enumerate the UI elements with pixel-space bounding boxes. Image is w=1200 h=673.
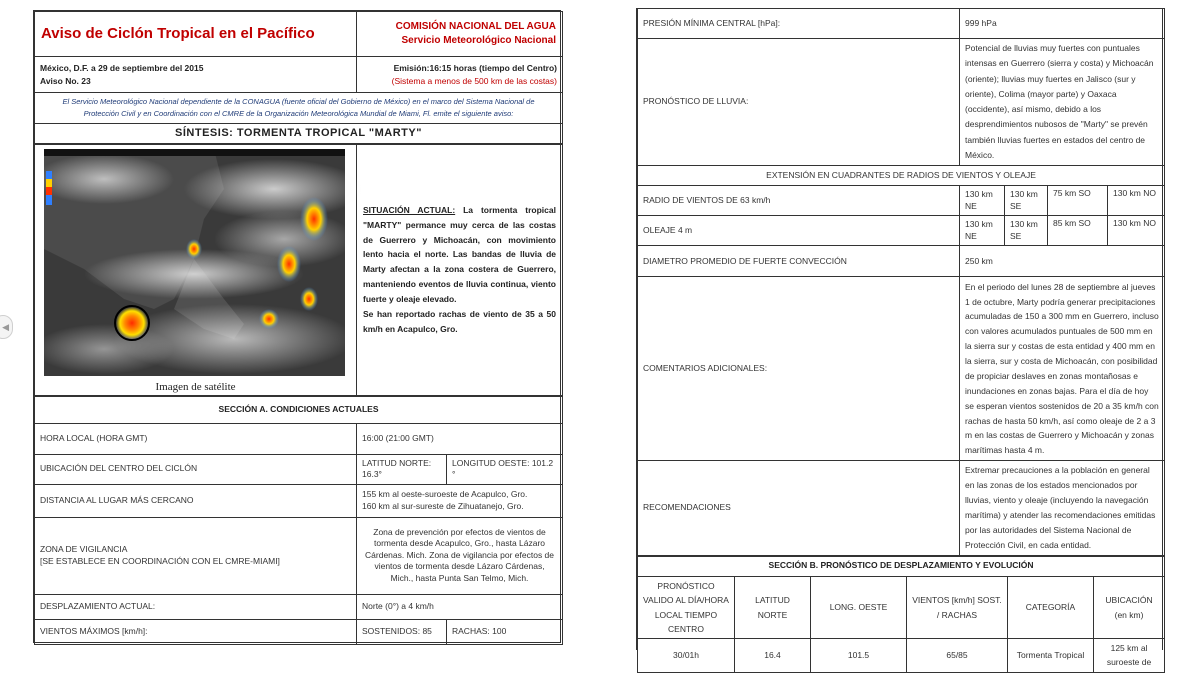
intro-line: El Servicio Meteorológico Nacional dependiente de la CONAGUA (fuente oficial del Gobierno de México) en el marco del Sistema Nacional de [62, 97, 535, 107]
zona-title: ZONA DE VIGILANCIA [40, 544, 128, 555]
row1-categoria: Tormenta Tropical [1008, 639, 1094, 673]
intro-text [35, 93, 563, 124]
right-page [636, 8, 1163, 667]
row1-ubicacion: 125 km al suroeste de [1094, 639, 1165, 673]
longitude-value: LONGITUD OESTE: 101.2 ° [447, 454, 563, 484]
gusts-text: Se han reportado rachas de viento de 35 a 50 km/h en Acapulco, Gro. [363, 308, 556, 334]
zona-subtitle: [SE ESTABLECE EN COORDINACIÓN CON EL CMRE-MIAMI] [40, 555, 280, 566]
ubicacion-label: UBICACIÓN DEL CENTRO DEL CICLÓN [35, 454, 357, 484]
oleaje-label: OLEAJE 4 m [638, 216, 960, 246]
row1-lon: 101.5 [811, 639, 907, 673]
row1-fecha: 30/01h [638, 639, 735, 673]
col-vientos: VIENTOS [km/h] SOST. / RACHAS [907, 576, 1008, 639]
situation-table [34, 144, 563, 396]
image-caption: Imagen de satélite [155, 380, 236, 393]
oleaje-se: 130 km SE [1005, 216, 1048, 246]
rachas-value: RACHAS: 100 [447, 619, 563, 644]
radio-label: RADIO DE VIENTOS DE 63 km/h [638, 186, 960, 216]
forecast-table [637, 8, 1165, 556]
distance-zihuatanejo: 160 km al sur-sureste de Zihuatanejo, Gro. [362, 500, 524, 511]
row1-lat: 16.4 [735, 639, 811, 673]
emission-note: (Sistema a menos de 500 km de las costas) [391, 75, 557, 86]
section-b-title: SECCIÓN B. PRONÓSTICO DE DESPLAZAMIENTO Y EVOLUCIÓN [638, 556, 1165, 576]
radio-se: 130 km SE [1005, 186, 1048, 216]
radio-no: 130 km NO [1108, 186, 1165, 216]
diametro-label: DIAMETRO PROMEDIO DE FUERTE CONVECCIÓN [638, 246, 960, 277]
vientos-label: VIENTOS MÁXIMOS [km/h]: [35, 619, 357, 644]
col-latitud: LATITUD NORTE [735, 576, 811, 639]
distancia-label: DISTANCIA AL LUGAR MÁS CERCANO [35, 484, 357, 517]
date-info [35, 57, 357, 93]
hora-label: HORA LOCAL (HORA GMT) [35, 423, 357, 454]
synthesis-title: SÍNTESIS: TORMENTA TROPICAL "MARTY" [35, 124, 563, 144]
comentarios-label: COMENTARIOS ADICIONALES: [638, 277, 960, 461]
organization [357, 12, 563, 57]
org-name: COMISIÓN NACIONAL DEL AGUA [395, 21, 556, 32]
previous-page-arrow-icon[interactable]: ◀ [0, 315, 13, 339]
recomendaciones-label: RECOMENDACIONES [638, 461, 960, 555]
radio-so: 75 km SO [1048, 186, 1108, 216]
situation-text: La tormenta tropical "MARTY" permance muy cerca de las costas de Guerrero y Michoacán, con movimiento lento hacia el norte. Las bandas de lluvia de Marty afectan a la zona costera de Guerrero, manteniendo eventos de lluvia continua, viento fuerte y oleaje elevado. [363, 204, 556, 305]
lluvia-label: PRONÓSTICO DE LLUVIA: [638, 39, 960, 166]
col-ubicacion: UBICACIÓN (en km) [1094, 576, 1165, 639]
emission-info [357, 57, 563, 93]
sostenidos-value: SOSTENIDOS: 85 [357, 619, 447, 644]
desplazamiento-value: Norte (0°) a 4 km/h [357, 594, 563, 619]
oleaje-ne: 130 km NE [960, 216, 1005, 246]
situation-label: SITUACIÓN ACTUAL: [363, 204, 456, 215]
oleaje-so: 85 km SO [1048, 216, 1108, 246]
diametro-value: 250 km [960, 246, 1165, 277]
intro-line: Protección Civil y en Coordinación con el CMRE de la Organización Meteorológica Mundial de Miami, Fl. emite el siguiente aviso: [83, 109, 514, 118]
recomendaciones-value: Extremar precauciones a la población en general en las zonas de los estados mencionados por lluvias, viento y oleaje (incluyendo la navegación marítima) y atender las recomendaciones emitidas por las autoridades del Sistema Nacional de Protección Civil, en cada entidad. [960, 461, 1165, 555]
document-title: Aviso de Ciclón Tropical en el Pacífico [35, 12, 357, 57]
aviso-number: Aviso No. 23 [40, 75, 91, 86]
distance-acapulco: 155 km al oeste-suroeste de Acapulco, Gro. [362, 489, 528, 500]
col-pronostico: PRONÓSTICO VALIDO AL DÍA/HORA LOCAL TIEMPO CENTRO [638, 576, 735, 639]
emission-time: Emisión:16:15 horas (tiempo del Centro) [393, 62, 557, 73]
hora-value: 16:00 (21:00 GMT) [357, 423, 563, 454]
extension-header: EXTENSIÓN EN CUADRANTES DE RADIOS DE VIENTOS Y OLEAJE [638, 166, 1165, 186]
left-page [33, 10, 561, 643]
situation-cell [357, 144, 563, 395]
date-line: México, D.F. a 29 de septiembre del 2015 [40, 62, 204, 73]
row1-vientos: 65/85 [907, 639, 1008, 673]
section-b-table [637, 556, 1165, 673]
presion-value: 999 hPa [960, 9, 1165, 39]
conditions-table [34, 396, 563, 645]
col-categoria: CATEGORÍA [1008, 576, 1094, 639]
lluvia-value: Potencial de lluvias muy fuertes con puntuales intensas en Guerrero (sierra y costa) y Michoacán (oriente); lluvias muy fuertes en Jalisco (sur y oriente), Colima (mayor parte) y Oaxaca (occidente), así mismo, debido a los desprendimientos nubosos de "Marty" se prevén también lluvias fuertes en estados del centro de México. [960, 39, 1165, 166]
section-a-title: SECCIÓN A. CONDICIONES ACTUALES [35, 396, 563, 423]
comentarios-value: En el periodo del lunes 28 de septiembre al jueves 1 de octubre, Marty podría generar precipitaciones acumuladas de 150 a 300 mm en Guerrero, incluso con valores acumulados puntuales de 500 mm en la sierra sur y costas de esta entidad y 400 mm en la sierra, sur y costa de Michoacán, con posibilidad de propiciar deslaves en zonas montañosas e inundaciones en zonas bajas. Para el día de hoy se esperan vientos sostenidos de 20 a 35 km/h con rachas de hasta 50 km/h, así como oleaje de 2 a 3 m en las costas de Guerrero y Michoacán y zonas marítimas hasta 4 m. [960, 277, 1165, 461]
header-table [34, 11, 563, 144]
presion-label: PRESIÓN MÍNIMA CENTRAL [hPa]: [638, 9, 960, 39]
oleaje-no: 130 km NO [1108, 216, 1165, 246]
distancia-value [357, 484, 563, 517]
zona-label [35, 517, 357, 594]
latitude-value: LATITUD NORTE: 16.3° [357, 454, 447, 484]
org-service: Servicio Meteorológico Nacional [401, 35, 556, 46]
zona-value: Zona de prevención por efectos de vientos de tormenta desde Acapulco, Gro., hasta Lázaro Cárdenas. Mich. Zona de vigilancia por efectos de vientos de tormenta desde Lázaro Cárdenas, Mich., hasta Punta San Telmo, Mich. [357, 517, 563, 594]
col-long: LONG. OESTE [811, 576, 907, 639]
radio-ne: 130 km NE [960, 186, 1005, 216]
desplazamiento-label: DESPLAZAMIENTO ACTUAL: [35, 594, 357, 619]
satellite-image [44, 149, 345, 376]
satellite-image-graphic [44, 149, 345, 376]
satellite-cell [35, 144, 357, 395]
